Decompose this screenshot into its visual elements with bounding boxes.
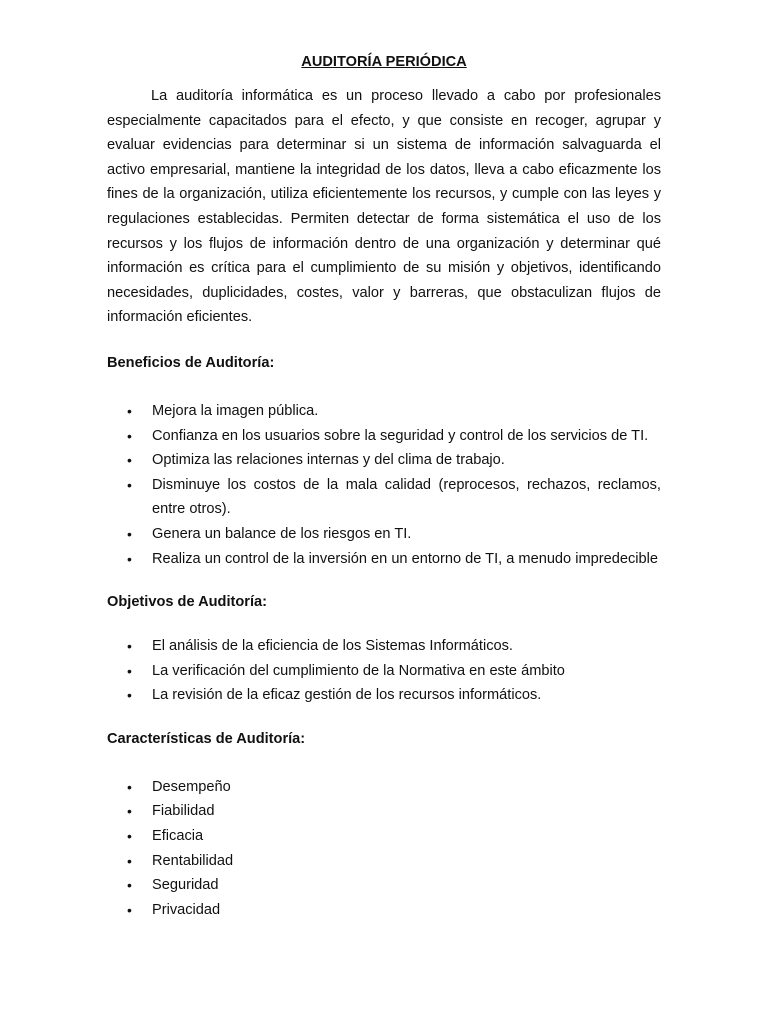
- bullet-list-beneficios: [107, 399, 661, 571]
- list-item: [107, 849, 661, 874]
- list-item: [107, 634, 661, 659]
- bullet-icon: •: [127, 452, 132, 469]
- page-title: AUDITORÍA PERIÓDICA: [301, 54, 467, 70]
- list-item: [107, 473, 661, 522]
- bullet-icon: •: [127, 828, 132, 845]
- bullet-icon: •: [127, 803, 132, 820]
- list-item-text: Seguridad: [152, 877, 219, 894]
- bullet-icon: •: [127, 852, 132, 869]
- section-heading-beneficios: Beneficios de Auditoría:: [107, 354, 275, 371]
- list-item: [107, 424, 661, 449]
- list-item-text: Rentabilidad: [152, 852, 234, 869]
- bullet-icon: •: [127, 901, 132, 918]
- list-item: [107, 683, 661, 708]
- list-item-text: Privacidad: [152, 901, 221, 918]
- list-item: [107, 659, 661, 684]
- intro-paragraph: La auditoría informática es un proceso llevado a cabo por profesionales especialmente capacitados para el efecto, y que consiste en recoger, agrupar y evaluar evidencias para determinar si un sistema de información salvaguarda el activo empresarial, mantiene la integridad de los datos, lleva a cabo eficazmente los fines de la organización, utiliza eficientemente los recursos, y cumple con las leyes y regulaciones establecidas. Permiten detectar de forma sistemática el uso de los recursos y los flujos de información dentro de una organización y determinar qué información es crítica para el cumplimiento de su misión y objetivos, identificando necesidades, duplicidades, costes, valor y barreras, que obstaculizan flujos de información eficientes.: [107, 88, 661, 326]
- bullet-icon: •: [127, 638, 132, 655]
- list-item-text: Confianza en los usuarios sobre la seguridad y control de los servicios de TI.: [152, 427, 649, 444]
- list-item-text: Mejora la imagen pública.: [152, 402, 319, 419]
- list-item: [107, 873, 661, 898]
- bullet-icon: •: [127, 662, 132, 679]
- bullet-icon: •: [127, 525, 132, 542]
- list-item-text: El análisis de la eficiencia de los Sistemas Informáticos.: [152, 638, 513, 655]
- list-item-text: Eficacia: [152, 828, 204, 845]
- list-item: [107, 775, 661, 800]
- list-item: [107, 522, 661, 547]
- list-item: [107, 547, 661, 572]
- list-item-text: La revisión de la eficaz gestión de los recursos informáticos.: [152, 687, 542, 704]
- list-item-text: Genera un balance de los riesgos en TI.: [152, 525, 412, 542]
- list-item-text: Realiza un control de la inversión en un entorno de TI, a menudo impredecible: [152, 550, 658, 567]
- list-item-text: La verificación del cumplimiento de la Normativa en este ámbito: [152, 662, 565, 679]
- list-item-text: Optimiza las relaciones internas y del clima de trabajo.: [152, 452, 505, 469]
- bullet-icon: •: [127, 427, 132, 444]
- bullet-icon: •: [127, 402, 132, 419]
- list-item: [107, 448, 661, 473]
- bullet-icon: •: [127, 687, 132, 704]
- bullet-icon: •: [127, 550, 132, 567]
- bullet-icon: •: [127, 877, 132, 894]
- section-heading-objetivos: Objetivos de Auditoría:: [107, 594, 268, 611]
- bullet-list-caracteristicas: [107, 775, 661, 923]
- list-item: [107, 799, 661, 824]
- list-item-text: Desempeño: [152, 778, 231, 795]
- section-heading-caracteristicas: Características de Auditoría:: [107, 730, 306, 747]
- bullet-list-objetivos: [107, 634, 661, 708]
- list-item: [107, 399, 661, 424]
- bullet-icon: •: [127, 778, 132, 795]
- document-page: [107, 52, 661, 922]
- bullet-icon: •: [127, 476, 132, 493]
- list-item-text: Disminuye los costos de la mala calidad (reprocesos, rechazos, reclamos, entre otros).: [152, 476, 661, 518]
- list-item-text: Fiabilidad: [152, 803, 215, 820]
- list-item: [107, 824, 661, 849]
- list-item: [107, 898, 661, 923]
